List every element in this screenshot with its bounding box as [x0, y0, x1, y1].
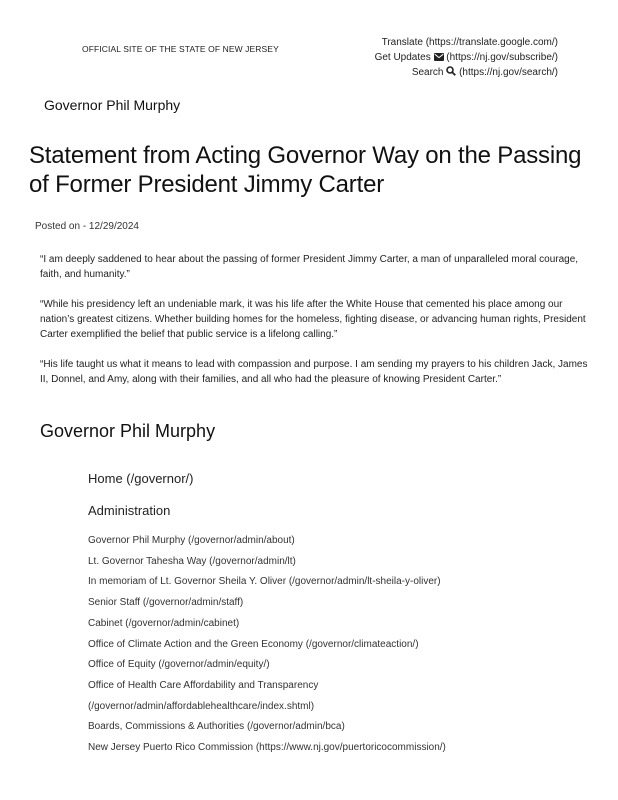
page-title: Statement from Acting Governor Way on the Passing of Former President Jimmy Carter	[29, 142, 582, 198]
footer-admin-links	[88, 531, 446, 759]
statement-paragraph: “His life taught us what it means to lead with compassion and purpose. I am sending my prayers to his children Jack, James II, Donnel, and Amy, along with their families, and all who had the pleasure of knowing President Carter.”	[40, 359, 588, 385]
footer-administration-heading: Administration	[88, 503, 171, 518]
envelope-icon	[434, 53, 444, 61]
footer-link[interactable]: Office of Equity (/governor/admin/equity/)	[88, 659, 270, 671]
utility-links	[375, 35, 558, 80]
footer-link[interactable]: New Jersey Puerto Rico Commission (https://www.nj.gov/puertoricocommission/)	[88, 742, 446, 754]
translate-link[interactable]: Translate (https://translate.google.com/)	[381, 37, 558, 48]
get-updates-label: Get Updates	[374, 52, 431, 63]
footer-link[interactable]: Cabinet (/governor/admin/cabinet)	[88, 617, 240, 629]
statement-paragraph: “I am deeply saddened to hear about the passing of former President Jimmy Carter, a man of unparalleled moral courage, faith, and humanity.”	[40, 254, 579, 280]
footer-link[interactable]: Boards, Commissions & Authorities (/governor/admin/bca)	[88, 721, 345, 733]
footer-link[interactable]: Lt. Governor Tahesha Way (/governor/admin/lt)	[88, 555, 296, 567]
official-site-label: OFFICIAL SITE OF THE STATE OF NEW JERSEY	[82, 44, 279, 54]
statement-paragraph: “While his presidency left an undeniable mark, it was his life after the White House that cemented his place among our nation’s greatest citizens. Whether building homes for the homeless, fighting disease, or advancing human rights, President Carter exemplified the belief that public service is a lifelong calling.”	[40, 299, 586, 340]
footer-link[interactable]: Office of Health Care Affordability and Transparency	[88, 679, 319, 691]
footer-heading: Governor Phil Murphy	[40, 421, 216, 441]
get-updates-url: (https://nj.gov/subscribe/)	[446, 52, 558, 63]
footer-home-link[interactable]: Home (/governor/)	[88, 471, 194, 486]
site-brand[interactable]: Governor Phil Murphy	[44, 97, 181, 113]
footer-link[interactable]: (/governor/admin/affordablehealthcare/index.shtml)	[88, 700, 315, 712]
get-updates-link[interactable]	[375, 50, 558, 65]
search-label: Search	[411, 67, 444, 78]
footer-link[interactable]: Office of Climate Action and the Green Economy (/governor/climateaction/)	[88, 638, 419, 650]
search-link[interactable]	[375, 65, 558, 80]
posted-date: Posted on - 12/29/2024	[35, 221, 139, 232]
footer-link[interactable]: Senior Staff (/governor/admin/staff)	[88, 597, 244, 609]
footer-link[interactable]: Governor Phil Murphy (/governor/admin/about)	[88, 535, 295, 546]
footer-link[interactable]: In memoriam of Lt. Governor Sheila Y. Oliver (/governor/admin/lt-sheila-y-oliver)	[88, 576, 441, 588]
search-url: (https://nj.gov/search/)	[459, 67, 558, 78]
search-icon	[446, 66, 456, 76]
